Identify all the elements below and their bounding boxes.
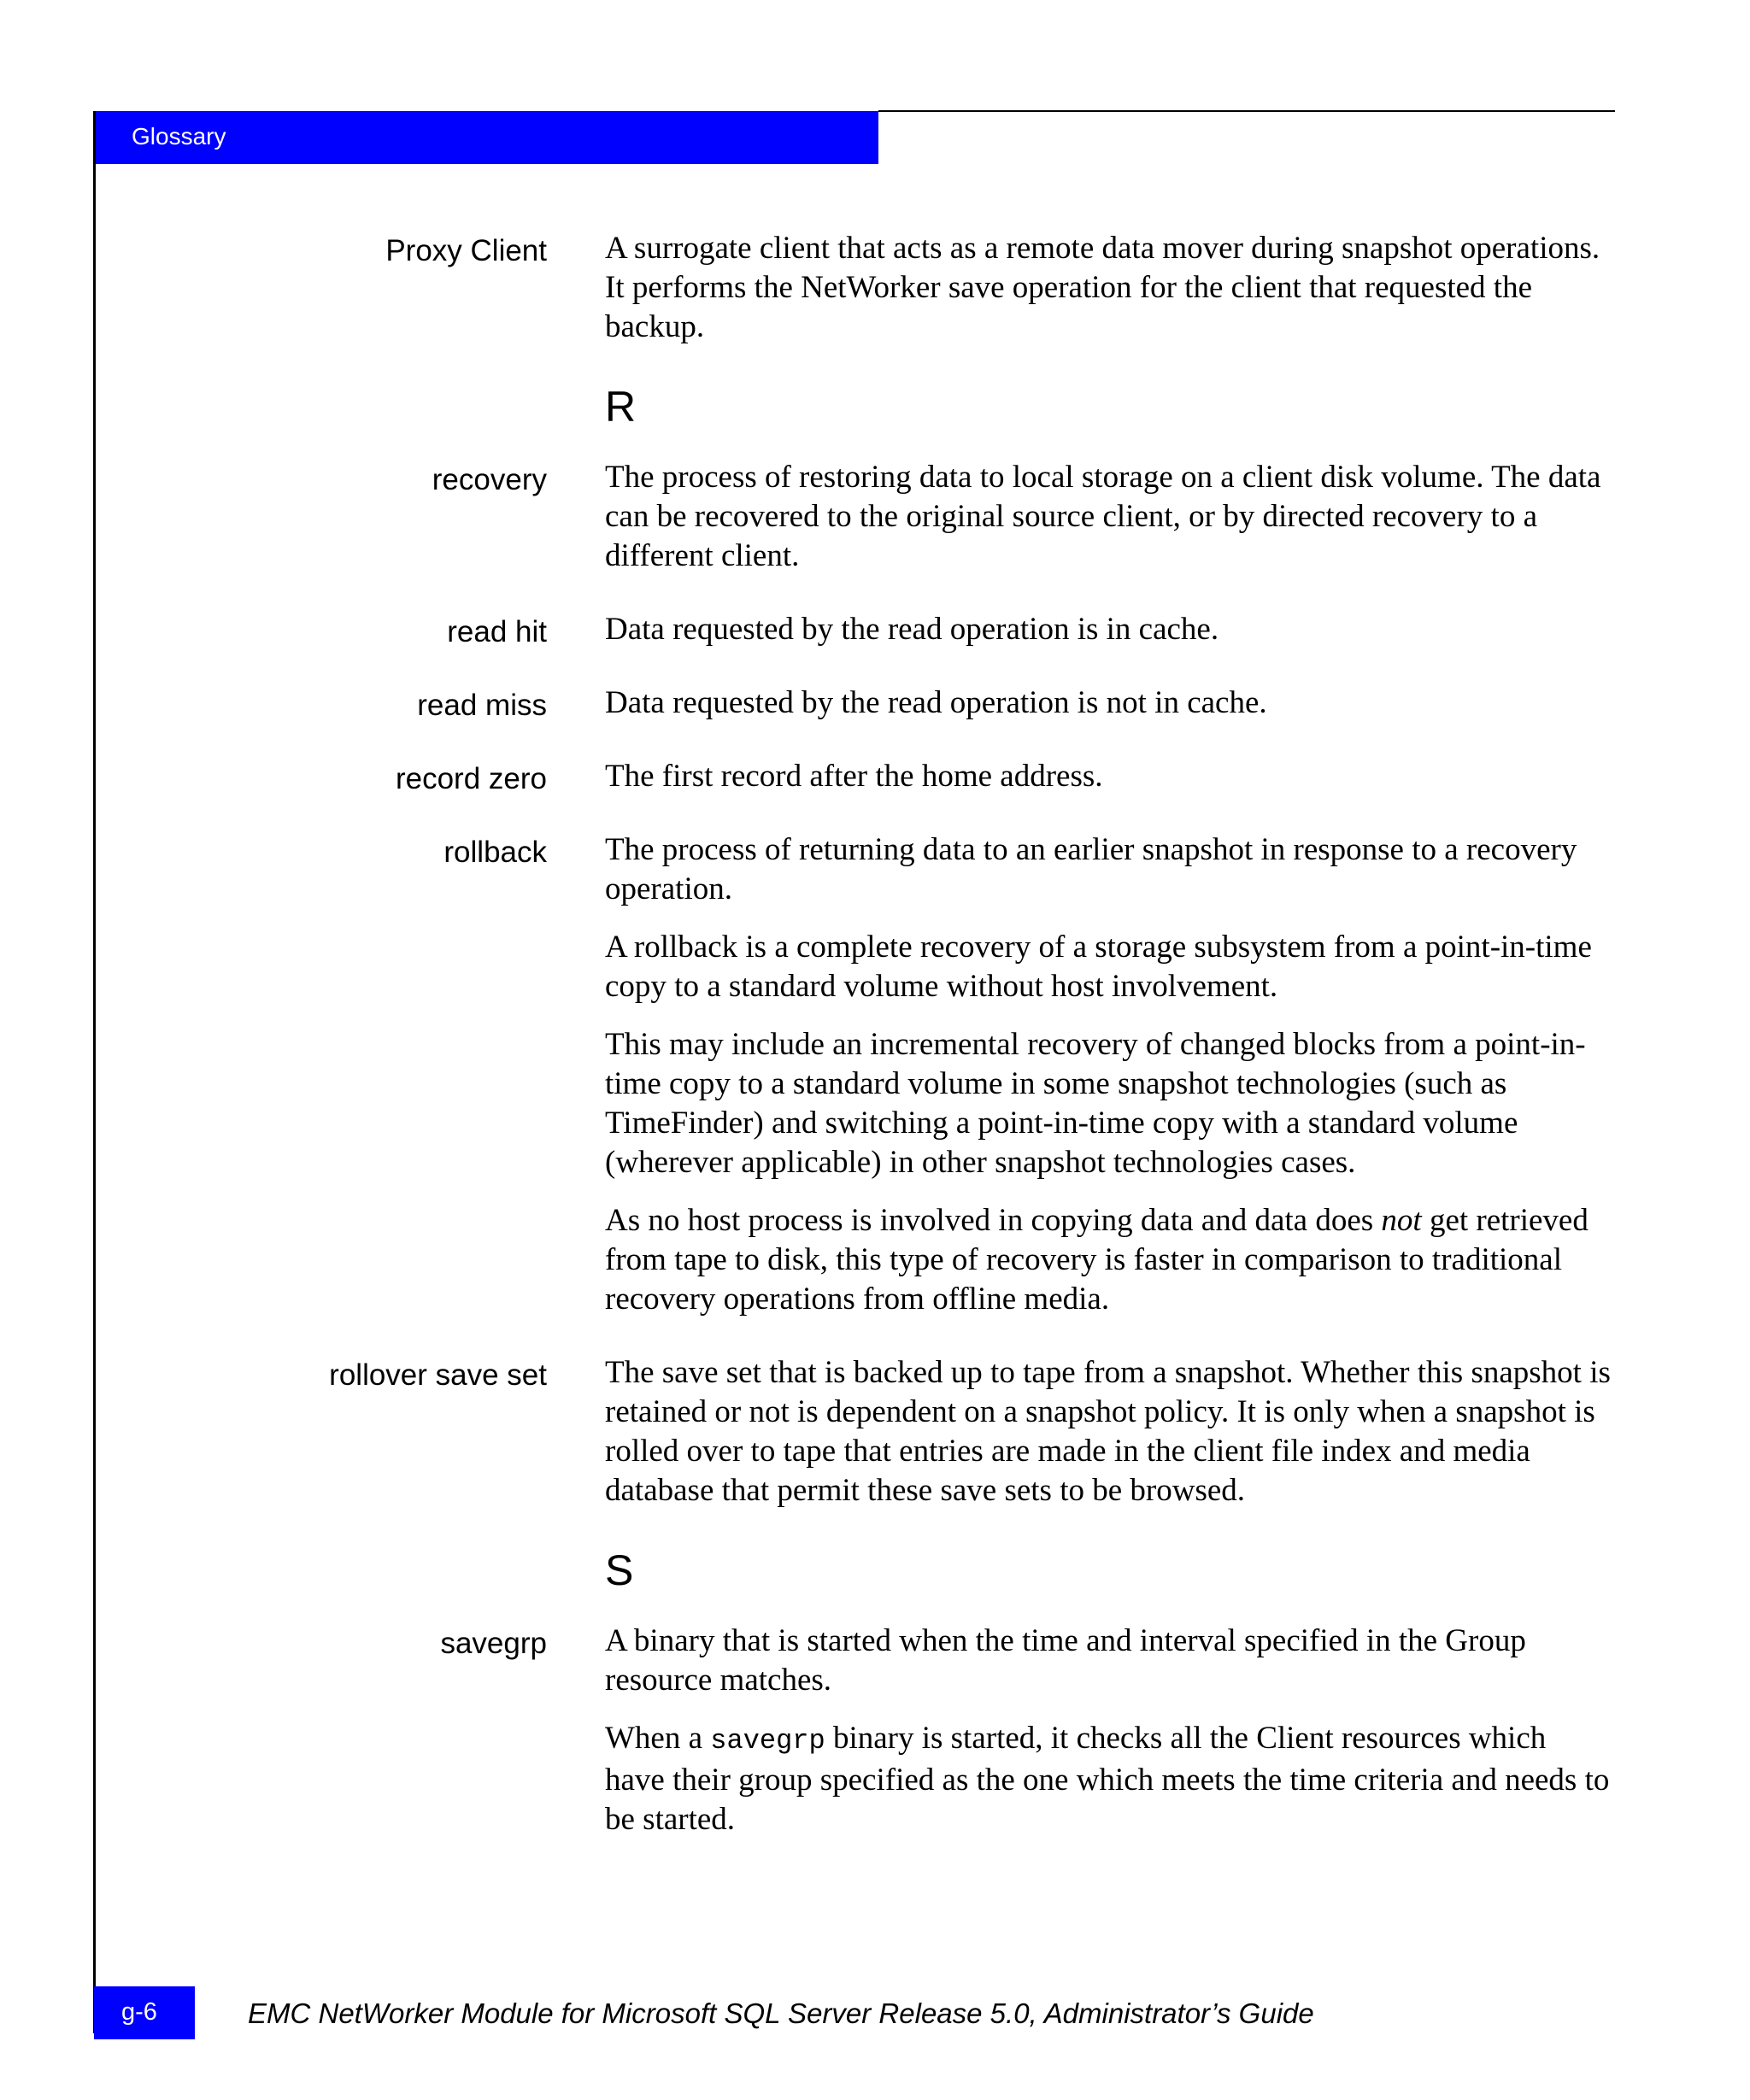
header-rule bbox=[878, 110, 1615, 112]
glossary-definition: Data requested by the read operation is in cache. bbox=[605, 612, 1219, 647]
glossary-entry-read-miss bbox=[94, 683, 1615, 723]
glossary-definition: The first record after the home address. bbox=[605, 759, 1103, 794]
section-letter-s: S bbox=[605, 1546, 634, 1594]
page-number-box bbox=[94, 1986, 195, 2039]
definition-text: binary is started, it checks all the Client resources which have their group specified as the one which meets the time criteria and needs to be started. bbox=[605, 1721, 1610, 1837]
glossary-definition bbox=[605, 1719, 1613, 1839]
glossary-definition: A binary that is started when the time and interval specified in the Group resource matches. bbox=[605, 1623, 1526, 1698]
glossary-term: record zero bbox=[395, 762, 547, 795]
emphasis-text: not bbox=[1381, 1203, 1422, 1238]
glossary-entry-rollback bbox=[94, 830, 1615, 1319]
page-number: g-6 bbox=[121, 1998, 157, 2026]
document-title: EMC NetWorker Module for Microsoft SQL Server Release 5.0, Administrator’s Guide bbox=[248, 1997, 1314, 2029]
glossary-term: savegrp bbox=[440, 1627, 547, 1660]
glossary-definition: This may include an incremental recovery of changed blocks from a point-in-time copy to a standard volume in some snapshot technologies (such as TimeFinder) and switching a point-in-time copy with a standard volume (wherever applicable) in other snapshot technologies cases. bbox=[605, 1027, 1586, 1180]
glossary-entry-record-zero bbox=[94, 757, 1615, 796]
section-label: Glossary bbox=[132, 123, 226, 150]
section-letter-r: R bbox=[605, 383, 637, 431]
definition-text: When a bbox=[605, 1721, 711, 1756]
glossary-entry-savegrp bbox=[94, 1622, 1615, 1839]
glossary-definition: The save set that is backed up to tape from a snapshot. Whether this snapshot is retained or not is dependent on a snapshot policy. It is only when a snapshot is rolled over to tape that entries are made in the client file index and media database that permit these save sets to be browsed. bbox=[605, 1355, 1611, 1508]
glossary-entries bbox=[94, 229, 1615, 1874]
glossary-term: read hit bbox=[447, 615, 547, 648]
definition-text: get retrieved from tape to disk, this type of recovery is faster in comparison to traditional recovery operations from offline media. bbox=[605, 1203, 1589, 1317]
glossary-term: read miss bbox=[417, 689, 547, 722]
glossary-definition bbox=[605, 1201, 1613, 1319]
glossary-definition: The process of returning data to an earlier snapshot in response to a recovery operation. bbox=[605, 832, 1577, 906]
glossary-definition: Data requested by the read operation is not in cache. bbox=[605, 685, 1267, 720]
glossary-definition: The process of restoring data to local storage on a client disk volume. The data can be recovered to the original source client, or by directed recovery to a different client. bbox=[605, 460, 1601, 573]
glossary-entry-recovery bbox=[94, 458, 1615, 576]
glossary-term: rollback bbox=[443, 836, 547, 869]
glossary-entry-rollover-save-set bbox=[94, 1353, 1615, 1510]
glossary-term: rollover save set bbox=[329, 1358, 547, 1392]
header-bar bbox=[94, 111, 878, 164]
glossary-definition: A surrogate client that acts as a remote data mover during snapshot operations. It performs the NetWorker save operation for the client that requested the backup. bbox=[605, 231, 1600, 344]
definition-text: As no host process is involved in copying data and data does bbox=[605, 1203, 1382, 1238]
glossary-term: recovery bbox=[432, 463, 547, 496]
glossary-definition: A rollback is a complete recovery of a storage subsystem from a point-in-time copy to a standard volume without host involvement. bbox=[605, 930, 1592, 1004]
glossary-entry-read-hit bbox=[94, 610, 1615, 649]
glossary-entry-proxy-client bbox=[94, 229, 1615, 347]
code-text: savegrp bbox=[710, 1725, 825, 1757]
glossary-term: Proxy Client bbox=[385, 234, 547, 267]
